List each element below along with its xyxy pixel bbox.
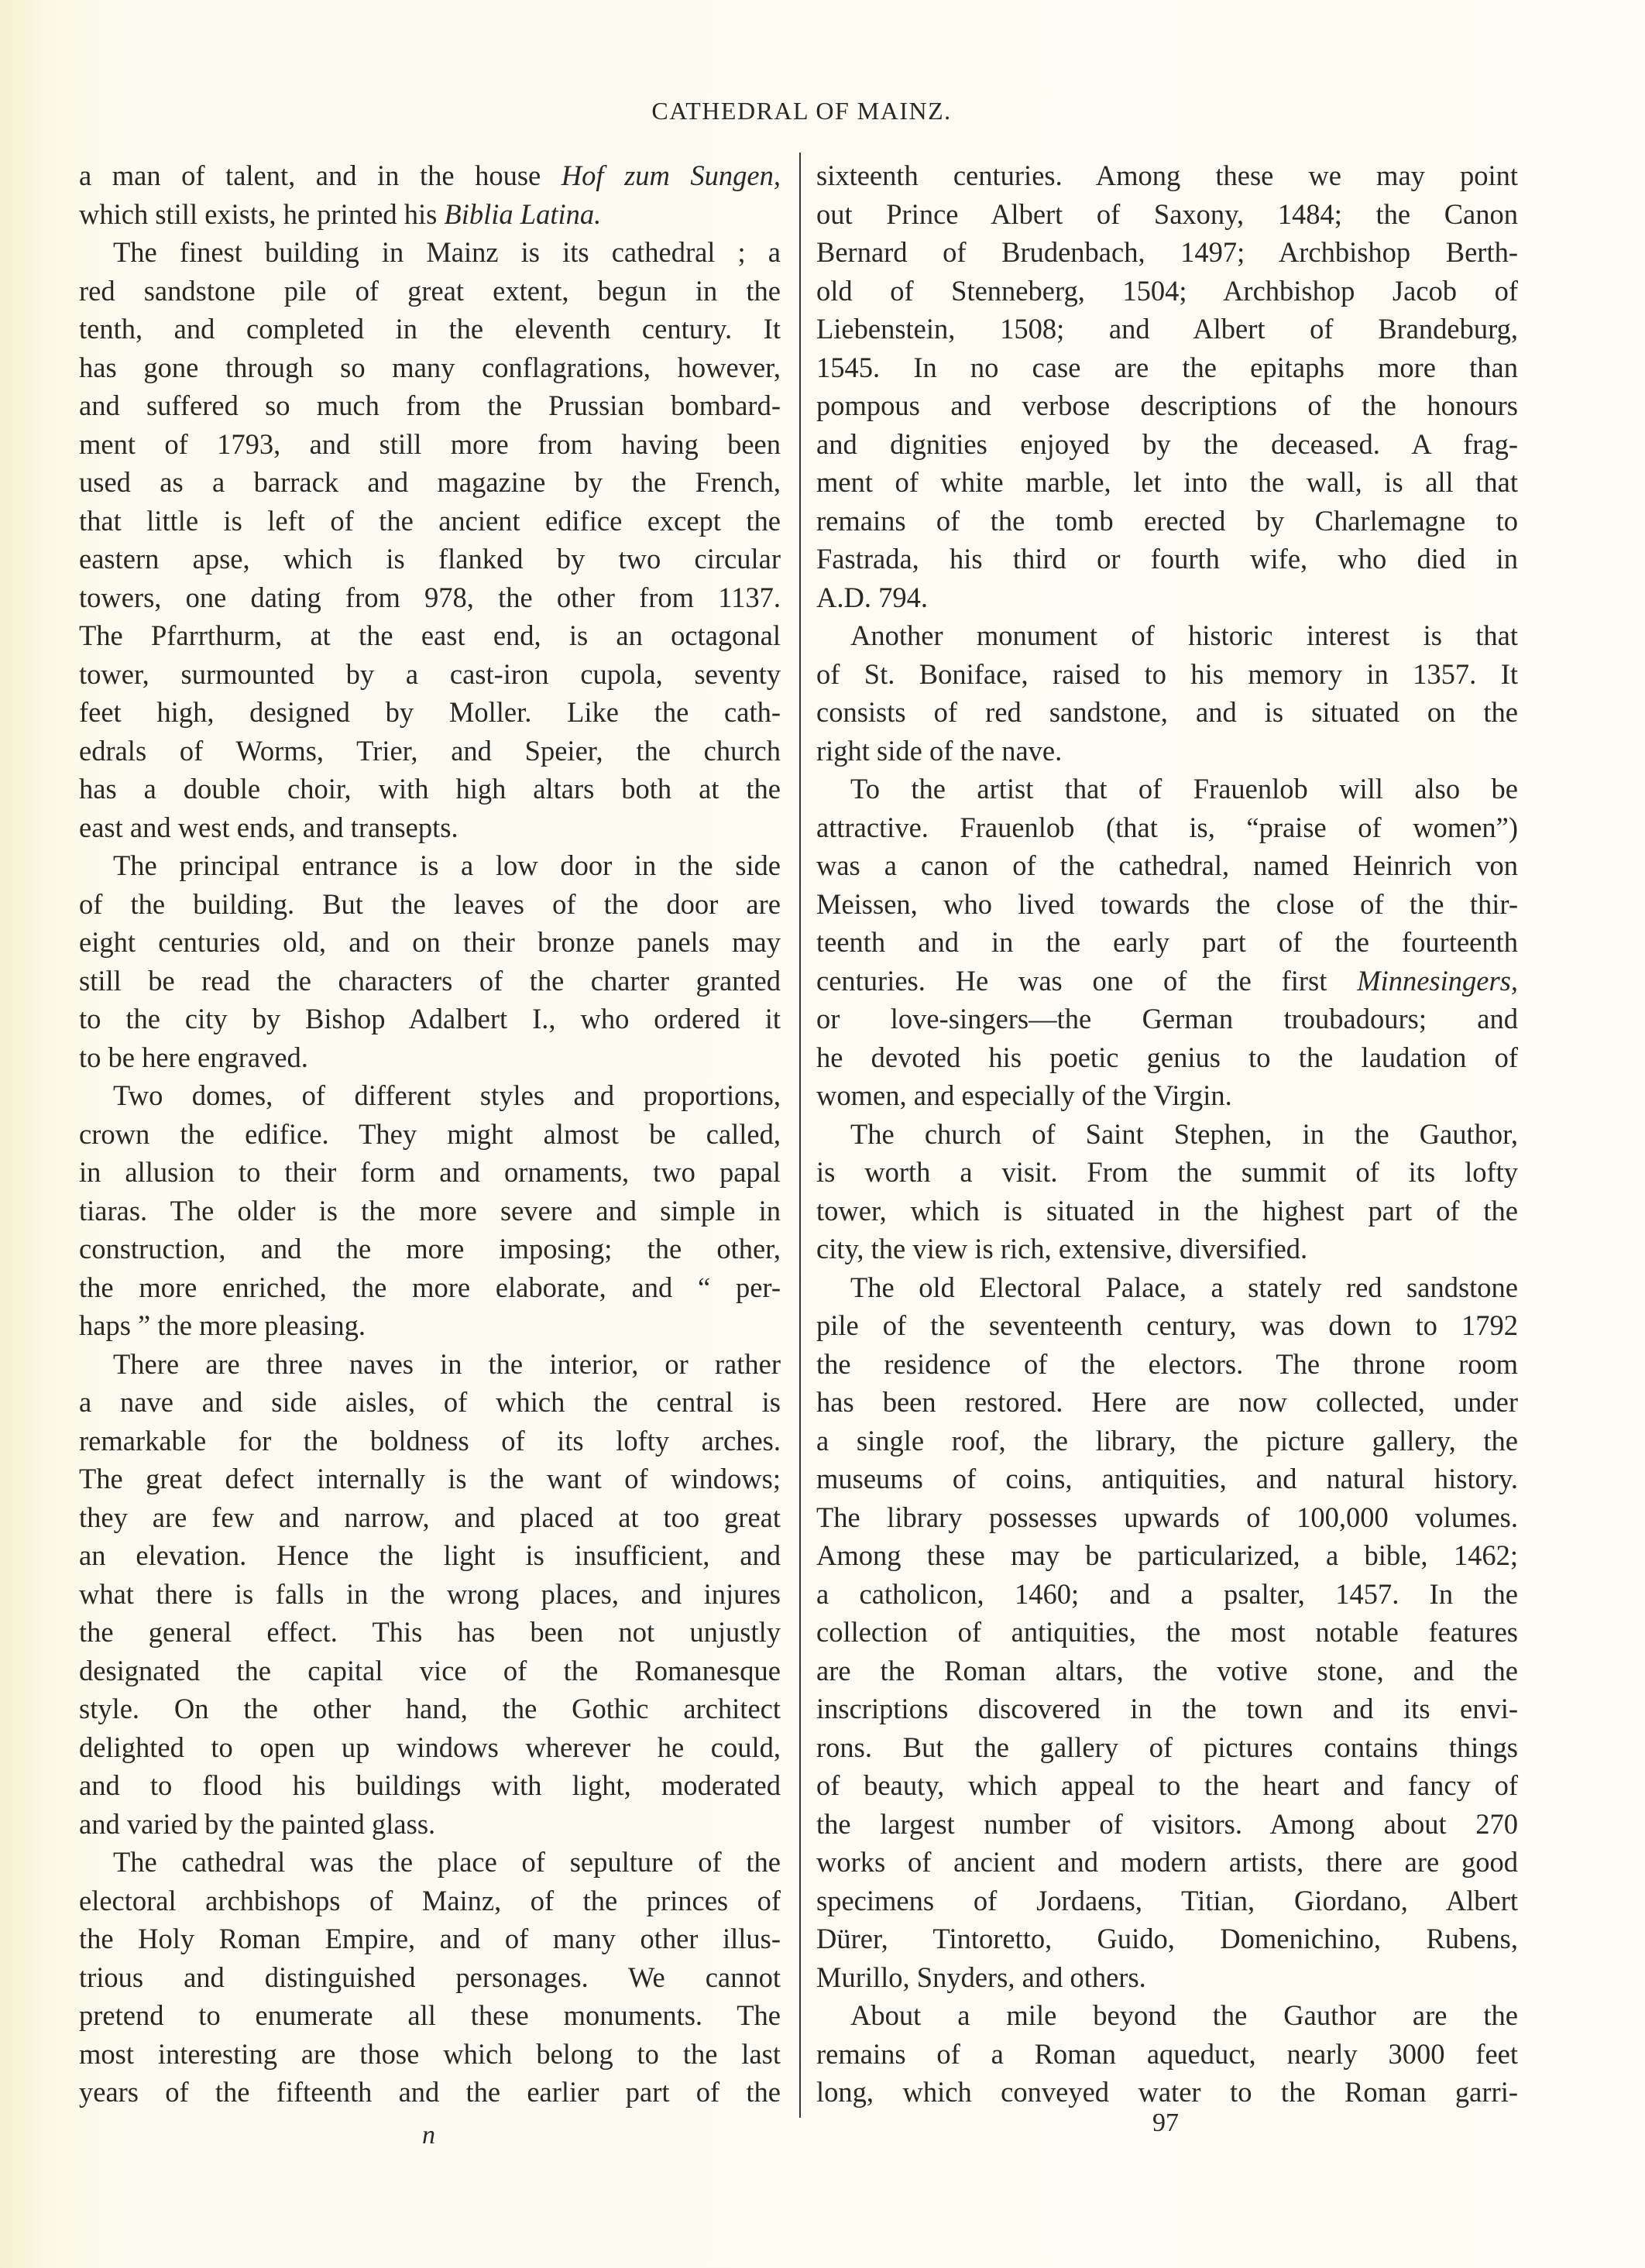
text-line xyxy=(79,1728,781,1767)
text-segment: The great defect internally is the want of windows; xyxy=(79,1463,781,1494)
text-line xyxy=(816,962,1518,1000)
text-segment: ment of 1793, and still more from having been xyxy=(79,427,781,460)
text-line xyxy=(816,2035,1518,2074)
text-segment: tenth, and completed in the eleventh century. It xyxy=(79,313,781,345)
text-segment: eastern apse, which is flanked by two circular xyxy=(79,543,781,575)
text-segment: and varied by the painted glass. xyxy=(79,1807,436,1840)
text-line xyxy=(79,693,781,732)
text-line xyxy=(79,1536,781,1575)
text-line xyxy=(79,1230,781,1268)
text-line xyxy=(816,846,1518,885)
text-line xyxy=(79,1613,781,1652)
text-line xyxy=(816,1306,1518,1345)
text-segment: Murillo, Snyders, and others. xyxy=(816,1961,1146,1993)
text-segment: used as a barrack and magazine by the French, xyxy=(79,466,781,498)
text-line xyxy=(816,195,1518,234)
text-line xyxy=(816,502,1518,540)
text-line xyxy=(79,1383,781,1422)
text-line xyxy=(79,195,781,234)
text-segment: The church of Saint Stephen, in the Gauthor, xyxy=(850,1117,1518,1150)
text-line xyxy=(816,1613,1518,1652)
text-segment: crown the edifice. They might almost be called, xyxy=(79,1117,781,1150)
text-segment: pretend to enumerate all these monuments. The xyxy=(79,1999,781,2031)
text-segment: Among these may be particularized, a bible, 1462; xyxy=(816,1539,1518,1571)
text-line xyxy=(816,1652,1518,1690)
text-line xyxy=(79,616,781,655)
text-segment: long, which conveyed water to the Roman garri- xyxy=(816,2076,1518,2108)
text-segment: right side of the nave. xyxy=(816,734,1063,767)
text-segment: the largest number of visitors. Among about 270 xyxy=(816,1807,1518,1840)
column-divider xyxy=(799,153,801,2118)
running-header: CATHEDRAL OF MAINZ. xyxy=(651,97,952,125)
text-line xyxy=(816,1498,1518,1537)
text-segment: pile of the seventeenth century, was down to 1792 xyxy=(816,1309,1518,1341)
page-number: 97 xyxy=(1152,2108,1179,2137)
text-segment: east and west ends, and transepts. xyxy=(79,811,458,843)
text-segment: style. On the other hand, the Gothic architect xyxy=(79,1693,781,1724)
text-line xyxy=(816,156,1518,195)
text-line xyxy=(79,1192,781,1230)
text-segment: they are few and narrow, and placed at too great xyxy=(79,1501,781,1533)
text-segment: specimens of Jordaens, Titian, Giordano, Albert xyxy=(816,1884,1518,1916)
text-line xyxy=(79,1766,781,1805)
text-line xyxy=(816,1230,1518,1268)
text-line xyxy=(816,2073,1518,2112)
text-line xyxy=(816,1882,1518,1920)
text-segment: ment of white marble, let into the wall, is all that xyxy=(816,466,1518,498)
text-line xyxy=(79,2035,781,2074)
text-segment: Fastrada, his third or fourth wife, who died in xyxy=(816,543,1518,575)
text-segment: feet high, designed by Moller. Like the cath- xyxy=(79,696,781,728)
text-line xyxy=(79,1153,781,1192)
text-line xyxy=(79,1652,781,1690)
text-line xyxy=(816,693,1518,732)
text-segment: construction, and the more imposing; the other, xyxy=(79,1233,781,1264)
text-line xyxy=(79,1882,781,1920)
text-segment: of the building. But the leaves of the door are xyxy=(79,887,781,920)
text-line xyxy=(816,1268,1518,1307)
text-line xyxy=(816,1690,1518,1728)
text-line xyxy=(79,386,781,425)
text-line xyxy=(816,1153,1518,1192)
text-segment: and dignities enjoyed by the deceased. A frag- xyxy=(816,427,1518,460)
text-segment: Bernard of Brudenbach, 1497; Archbishop Berth- xyxy=(816,236,1518,268)
text-line xyxy=(79,1076,781,1115)
text-segment: remarkable for the boldness of its lofty arches. xyxy=(79,1424,781,1457)
text-line xyxy=(79,425,781,464)
text-line xyxy=(79,348,781,387)
text-line xyxy=(816,1038,1518,1077)
text-segment: Another monument of historic interest is that xyxy=(850,619,1518,651)
text-line xyxy=(816,1000,1518,1038)
signature-mark: n xyxy=(422,2121,435,2150)
text-line xyxy=(79,962,781,1000)
text-segment: which still exists, he printed his xyxy=(79,197,445,230)
text-line xyxy=(79,1843,781,1882)
text-segment: in allusion to their form and ornaments, two papal xyxy=(79,1156,781,1188)
text-segment: teenth and in the early part of the fourteenth xyxy=(816,926,1518,958)
text-segment: pompous and verbose descriptions of the honours xyxy=(816,389,1518,421)
text-segment: collection of antiquities, the most notable features xyxy=(816,1616,1518,1648)
text-segment: was a canon of the cathedral, named Heinrich von xyxy=(816,849,1518,881)
italic-text: Biblia Latina. xyxy=(444,197,602,230)
text-segment: tiaras. The older is the more severe and simple in xyxy=(79,1194,781,1227)
text-segment: he devoted his poetic genius to the laudation of xyxy=(816,1041,1518,1073)
text-line xyxy=(79,1000,781,1038)
text-line xyxy=(816,616,1518,655)
text-line xyxy=(79,578,781,617)
text-line xyxy=(79,1345,781,1384)
text-segment: remains of the tomb erected by Charlemagne to xyxy=(816,504,1518,537)
text-segment: consists of red sandstone, and is situated on the xyxy=(816,696,1518,728)
text-line xyxy=(816,1345,1518,1384)
text-line xyxy=(79,1460,781,1498)
text-line xyxy=(816,1958,1518,1997)
text-segment: museums of coins, antiquities, and natural history. xyxy=(816,1463,1518,1494)
text-segment: to the city by Bishop Adalbert I., who ordered it xyxy=(79,1003,781,1034)
text-line xyxy=(79,1958,781,1997)
text-line xyxy=(79,770,781,808)
text-line xyxy=(816,1920,1518,1958)
text-line xyxy=(79,156,781,195)
text-line xyxy=(816,1192,1518,1230)
text-segment: Two domes, of different styles and proportions, xyxy=(113,1079,781,1111)
text-segment: The principal entrance is a low door in the side xyxy=(113,849,781,881)
text-segment: tower, surmounted by a cast-iron cupola, seventy xyxy=(79,657,781,690)
text-segment: is worth a visit. From the summit of its lofty xyxy=(816,1156,1518,1188)
text-line xyxy=(816,425,1518,464)
text-segment: The finest building in Mainz is its cathedral ; a xyxy=(113,236,781,268)
text-segment: attractive. Frauenlob (that is, “praise of women”) xyxy=(816,811,1518,843)
text-line xyxy=(79,732,781,770)
text-line xyxy=(79,1038,781,1077)
text-segment: and suffered so much from the Prussian bombard- xyxy=(79,389,781,421)
text-segment: centuries. He was one of the first xyxy=(816,964,1358,997)
text-segment: trious and distinguished personages. We cannot xyxy=(79,1961,781,1993)
text-segment: towers, one dating from 978, the other from 1137. xyxy=(79,581,781,613)
text-line xyxy=(816,1766,1518,1805)
text-line xyxy=(79,808,781,847)
text-line xyxy=(79,1422,781,1460)
text-line xyxy=(816,1115,1518,1154)
text-segment: has a double choir, with high altars both at the xyxy=(79,773,781,805)
text-line xyxy=(79,463,781,502)
text-segment: of beauty, which appeal to the heart and fancy of xyxy=(816,1769,1518,1801)
text-line xyxy=(816,770,1518,808)
text-line xyxy=(79,1575,781,1614)
text-segment: inscriptions discovered in the town and its envi- xyxy=(816,1693,1518,1724)
text-line xyxy=(816,732,1518,770)
text-segment: red sandstone pile of great extent, begun in the xyxy=(79,274,781,307)
text-segment: the Holy Roman Empire, and of many other illus- xyxy=(79,1923,781,1954)
text-segment: About a mile beyond the Gauthor are the xyxy=(850,1999,1518,2031)
text-line xyxy=(816,923,1518,962)
text-line xyxy=(79,1115,781,1154)
text-segment: Dürer, Tintoretto, Guido, Domenichino, Rubens, xyxy=(816,1923,1518,1954)
text-segment: The cathedral was the place of sepulture of the xyxy=(113,1846,781,1878)
text-segment: works of ancient and modern artists, there are good xyxy=(816,1846,1518,1878)
text-line xyxy=(816,885,1518,924)
text-line xyxy=(816,1575,1518,1614)
text-segment: or love-singers—the German troubadours; and xyxy=(816,1003,1518,1034)
text-line xyxy=(816,1805,1518,1844)
text-line xyxy=(79,846,781,885)
text-line xyxy=(79,923,781,962)
text-segment: an elevation. Hence the light is insufficient, and xyxy=(79,1539,781,1571)
text-segment: electoral archbishops of Mainz, of the princes of xyxy=(79,1884,781,1916)
text-segment: the general effect. This has been not unjustly xyxy=(79,1616,781,1648)
text-line xyxy=(816,1422,1518,1460)
text-line xyxy=(816,808,1518,847)
text-segment: and to flood his buildings with light, moderated xyxy=(79,1769,781,1801)
text-segment: women, and especially of the Virgin. xyxy=(816,1079,1232,1111)
text-line xyxy=(816,578,1518,617)
text-line xyxy=(816,1996,1518,2035)
text-segment: The library possesses upwards of 100,000 volumes. xyxy=(816,1501,1518,1533)
text-segment: tower, which is situated in the highest part of the xyxy=(816,1194,1518,1227)
text-segment: edrals of Worms, Trier, and Speier, the church xyxy=(79,734,781,767)
text-line xyxy=(79,502,781,540)
text-segment: that little is left of the ancient edifice except the xyxy=(79,504,781,537)
text-line xyxy=(79,885,781,924)
text-segment: The Pfarrthurm, at the east end, is an octagonal xyxy=(79,619,781,651)
text-segment: Liebenstein, 1508; and Albert of Brandeburg, xyxy=(816,313,1518,345)
right-column xyxy=(816,156,1518,2112)
text-line xyxy=(79,272,781,311)
text-line xyxy=(816,655,1518,694)
text-line xyxy=(79,540,781,578)
text-line xyxy=(816,1383,1518,1422)
text-line xyxy=(816,463,1518,502)
text-line xyxy=(816,348,1518,387)
text-line xyxy=(79,1690,781,1728)
text-line xyxy=(79,1268,781,1307)
text-segment: to be here engraved. xyxy=(79,1041,308,1073)
text-segment: eight centuries old, and on their bronze panels may xyxy=(79,926,781,958)
text-segment: There are three naves in the interior, or rather xyxy=(113,1347,781,1380)
text-segment: rons. But the gallery of pictures contains things xyxy=(816,1731,1518,1763)
text-line xyxy=(816,540,1518,578)
italic-text: Hof zum Sungen, xyxy=(561,160,781,191)
text-line xyxy=(79,1996,781,2035)
text-segment: sixteenth centuries. Among these we may point xyxy=(816,160,1518,191)
text-segment: still be read the characters of the charter granted xyxy=(79,964,781,997)
text-segment: A.D. 794. xyxy=(816,581,928,613)
text-line xyxy=(79,1805,781,1844)
text-line xyxy=(79,310,781,348)
text-segment: The old Electoral Palace, a stately red sandstone xyxy=(850,1271,1518,1303)
text-line xyxy=(79,2073,781,2112)
text-line xyxy=(816,272,1518,311)
text-segment: Meissen, who lived towards the close of the thir- xyxy=(816,887,1518,920)
text-segment: remains of a Roman aqueduct, nearly 3000 feet xyxy=(816,2037,1518,2070)
text-segment: years of the fifteenth and the earlier part of the xyxy=(79,2076,781,2108)
text-segment: old of Stenneberg, 1504; Archbishop Jacob of xyxy=(816,274,1518,307)
text-line xyxy=(816,310,1518,348)
text-segment: designated the capital vice of the Romanesque xyxy=(79,1654,781,1686)
text-segment: the more enriched, the more elaborate, and “ per- xyxy=(79,1271,781,1303)
text-line xyxy=(816,386,1518,425)
text-segment: are the Roman altars, the votive stone, and the xyxy=(816,1654,1518,1686)
text-segment: most interesting are those which belong to the last xyxy=(79,2037,781,2070)
text-segment: haps ” the more pleasing. xyxy=(79,1309,366,1341)
text-segment: a catholicon, 1460; and a psalter, 1457. In the xyxy=(816,1577,1518,1610)
text-line xyxy=(79,1498,781,1537)
text-line xyxy=(816,1076,1518,1115)
text-line xyxy=(816,1728,1518,1767)
left-column xyxy=(79,156,781,2112)
text-segment: the residence of the electors. The throne room xyxy=(816,1347,1518,1380)
text-line xyxy=(816,1536,1518,1575)
text-line xyxy=(79,233,781,272)
text-line xyxy=(79,655,781,694)
text-segment: 1545. In no case are the epitaphs more than xyxy=(816,351,1518,383)
text-line xyxy=(79,1306,781,1345)
text-segment: has gone through so many conflagrations, however, xyxy=(79,351,781,383)
text-segment: city, the view is rich, extensive, diversified. xyxy=(816,1233,1308,1264)
text-segment: a man of talent, and in the house xyxy=(79,160,561,191)
text-line xyxy=(816,233,1518,272)
text-line xyxy=(79,1920,781,1958)
text-segment: of St. Boniface, raised to his memory in 1357. It xyxy=(816,657,1518,690)
italic-text: Minnesingers, xyxy=(1357,964,1518,997)
text-segment: a nave and side aisles, of which the central is xyxy=(79,1386,781,1418)
text-segment: To the artist that of Frauenlob will also be xyxy=(850,773,1518,805)
text-line xyxy=(816,1843,1518,1882)
text-segment: a single roof, the library, the picture gallery, the xyxy=(816,1424,1518,1457)
text-segment: what there is falls in the wrong places, and injures xyxy=(79,1577,781,1610)
text-line xyxy=(816,1460,1518,1498)
text-segment: has been restored. Here are now collected, under xyxy=(816,1386,1518,1418)
text-segment: out Prince Albert of Saxony, 1484; the Canon xyxy=(816,197,1518,230)
text-segment: delighted to open up windows wherever he could, xyxy=(79,1731,781,1763)
